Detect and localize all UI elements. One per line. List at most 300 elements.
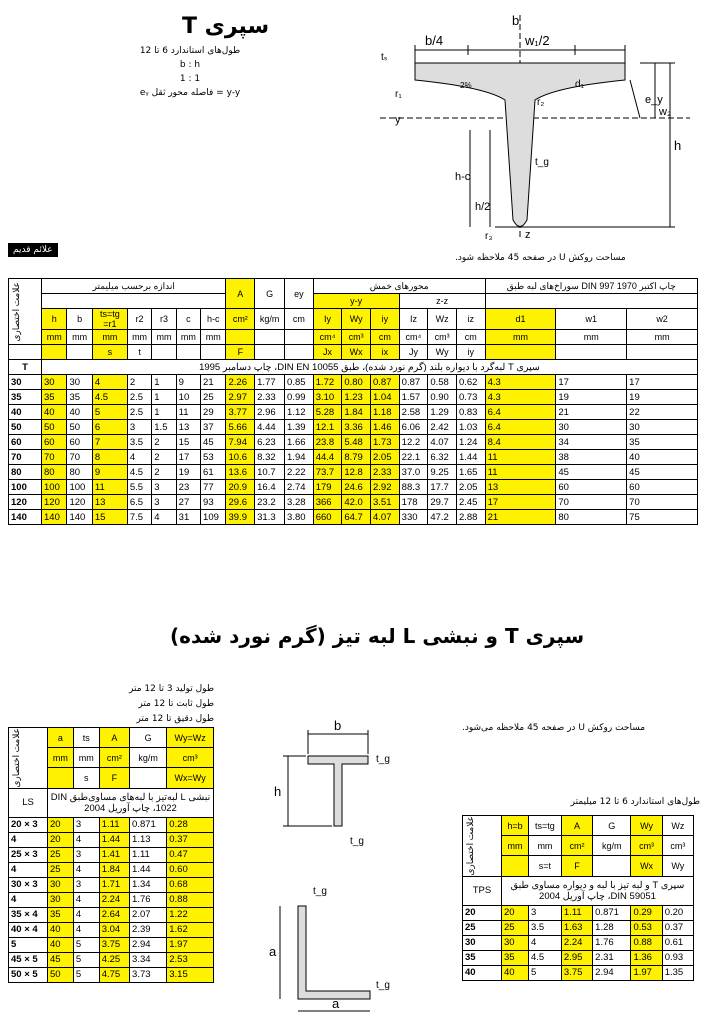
unit: cm (456, 330, 485, 345)
unit: kg/m (130, 748, 167, 768)
table-cell: 3.73 (130, 967, 167, 982)
table-cell: 17 (556, 375, 627, 390)
row-designation: 40 (9, 405, 42, 420)
table-cell: 0.20 (662, 905, 693, 920)
table-cell: 1.5 (152, 420, 176, 435)
table-cell: 1.72 (313, 375, 342, 390)
table-cell: 88.3 (399, 480, 428, 495)
table-cell: 1.57 (399, 390, 428, 405)
table-cell: 39.9 (226, 510, 255, 525)
table-row (9, 495, 698, 510)
table-cell: 30 (48, 877, 74, 892)
unit: mm (556, 330, 627, 345)
sym-c: c (176, 309, 200, 330)
group-desc: نبشی L لبه‌تیز با لبه‌های مساوی‌طبق DIN 1022، چاپ آوریل 2004 (48, 788, 214, 817)
table-cell: 2.58 (399, 405, 428, 420)
table-cell: 4 (152, 510, 176, 525)
table-cell: 2.88 (456, 510, 485, 525)
label-r1: r₁ (395, 89, 402, 100)
unit: mm (176, 330, 200, 345)
table-cell: 2.39 (130, 922, 167, 937)
table-cell: 1.24 (456, 435, 485, 450)
table-row (463, 935, 694, 950)
table-row (9, 405, 698, 420)
table-cell: 5 (73, 967, 99, 982)
row-designation: 60 (9, 435, 42, 450)
sym-Iz: Iz (399, 309, 428, 330)
old-sym: Jx (313, 345, 342, 360)
table-cell: 3.28 (285, 495, 314, 510)
table-cell: 4.5 (127, 465, 151, 480)
old-sym: Jy (399, 345, 428, 360)
table-cell: 3 (73, 847, 99, 862)
table-cell: 2 (127, 375, 151, 390)
label-h: h (674, 138, 682, 153)
table-cell: 1.23 (342, 390, 371, 405)
table-cell: 6.4 (485, 405, 556, 420)
table-cell: 2.5 (127, 405, 151, 420)
label-tg4: t_g (376, 980, 390, 991)
table-cell: 2.64 (99, 907, 129, 922)
table-cell: 21 (556, 405, 627, 420)
row-designation: 50 × 5 (9, 967, 48, 982)
info-line: طول‌های استاندارد 6 تا 12 (139, 46, 241, 56)
table-cell: 20 (502, 905, 529, 920)
table-cell: 4.3 (485, 390, 556, 405)
row-designation: 140 (9, 510, 42, 525)
table-row (9, 817, 214, 832)
table-cell: 50 (42, 420, 67, 435)
label-w2: w₂ (659, 106, 672, 118)
table-cell: 35 (42, 390, 67, 405)
unit: mm (485, 330, 556, 345)
table-cell: 17 (176, 450, 200, 465)
row-designation: 45 × 5 (9, 952, 48, 967)
table-cell: 4 (127, 450, 151, 465)
label-pct: 2% (460, 81, 472, 90)
axis-yy: y-y (313, 294, 399, 309)
table-cell: 366 (313, 495, 342, 510)
table-cell: 38 (556, 450, 627, 465)
table-cell: 1.12 (285, 405, 314, 420)
sym-hc: h-c (201, 309, 226, 330)
table-cell: 40 (48, 937, 74, 952)
table-cell: 3.75 (561, 965, 592, 980)
table-cell: 100 (67, 480, 92, 495)
unit: mm (127, 330, 151, 345)
table-cell: 1.03 (456, 420, 485, 435)
table-cell: 40 (48, 922, 74, 937)
table-cell: 1.97 (167, 937, 214, 952)
table-cell: 0.47 (167, 847, 214, 862)
tps-table (462, 815, 694, 981)
unit-ey: cm (285, 309, 314, 330)
table-cell: 40 (627, 450, 698, 465)
table-cell: 50 (67, 420, 92, 435)
unit: cm² (561, 836, 592, 856)
table-cell: 3.5 (127, 435, 151, 450)
row-designation: 4 (9, 892, 48, 907)
table-cell: 4.44 (255, 420, 285, 435)
label-tg: t_g (535, 157, 549, 168)
group-code: LS (9, 788, 48, 817)
row-designation: 40 (463, 965, 502, 980)
table-cell: 4.07 (371, 510, 400, 525)
table-cell: 1.63 (561, 920, 592, 935)
sym-d1: d1 (485, 309, 556, 330)
bending-axes-header: محورهای خمش (313, 279, 485, 294)
table-row (9, 832, 214, 847)
table-cell: 2.92 (371, 480, 400, 495)
unit: mm (92, 330, 127, 345)
group-desc: سپری T و لبه تیز با لبه و دیواره مساوی طبق DIN 59051، چاپ آوریل 2004 (502, 876, 694, 905)
unit: mm (152, 330, 176, 345)
table-cell: 2.24 (99, 892, 129, 907)
section2-note: مساحت روکش U در صفحه 45 ملاحظه می‌شود. (462, 723, 646, 733)
table-cell: 7.94 (226, 435, 255, 450)
table-cell: 6.06 (399, 420, 428, 435)
table-cell: 4.25 (99, 952, 129, 967)
old-sym: Wx (631, 856, 662, 876)
table-cell: 29.6 (226, 495, 255, 510)
table-cell: 8 (92, 450, 127, 465)
table-cell: 140 (67, 510, 92, 525)
table-cell: 2.33 (371, 465, 400, 480)
row-designation: 30 (9, 375, 42, 390)
table-cell: 23.2 (255, 495, 285, 510)
table-cell: 0.29 (631, 905, 662, 920)
unit: mm (627, 330, 698, 345)
table-cell: 1.11 (99, 817, 129, 832)
table-cell: 12.2 (399, 435, 428, 450)
table-cell: 0.871 (593, 905, 631, 920)
table-cell: 15 (92, 510, 127, 525)
label-y: y (395, 114, 401, 126)
table-cell: 3.5 (528, 920, 561, 935)
label-h: h (274, 784, 282, 799)
table-cell: 0.90 (428, 390, 457, 405)
table-cell: 29.7 (428, 495, 457, 510)
table-cell: 4 (528, 935, 561, 950)
table-cell: 3 (127, 420, 151, 435)
table-cell: 11 (485, 450, 556, 465)
table-cell: 3.75 (99, 937, 129, 952)
table-cell: 2.07 (130, 907, 167, 922)
old-sym: s (92, 345, 127, 360)
table-cell: 11 (485, 465, 556, 480)
label-a: a (269, 944, 277, 959)
table-row (9, 892, 214, 907)
table-row (9, 907, 214, 922)
group-desc: سپری T لبه‌گرد با دیواره بلند (گرم نورد شده)، طبق DIN EN 10055، چاپ دسامبر 1995 (42, 360, 698, 375)
old-sym: s=t (528, 856, 561, 876)
table-cell: 15 (176, 435, 200, 450)
table-cell: 0.88 (631, 935, 662, 950)
info-line: 1 : 1 (179, 74, 201, 84)
row-designation: 50 (9, 420, 42, 435)
table-cell: 35 (67, 390, 92, 405)
table-cell: 23 (176, 480, 200, 495)
table-cell: 3.15 (167, 967, 214, 982)
table-cell: 1.97 (631, 965, 662, 980)
table-cell: 120 (67, 495, 92, 510)
table-cell: 42.0 (342, 495, 371, 510)
group-code: TPS (463, 876, 502, 905)
sym-Wy: Wy (342, 309, 371, 330)
table-cell: 3.36 (342, 420, 371, 435)
table-row (9, 375, 698, 390)
table-cell: 1.66 (285, 435, 314, 450)
ls-table (8, 727, 214, 983)
table-cell: 3 (528, 905, 561, 920)
row-designation: 35 (463, 950, 502, 965)
unit: cm³ (662, 836, 693, 856)
table-cell: 12.8 (342, 465, 371, 480)
table-cell: 2 (152, 450, 176, 465)
table-row (9, 450, 698, 465)
sym: Wy (631, 816, 662, 836)
table-row (9, 877, 214, 892)
sym: ts=tg (528, 816, 561, 836)
table-cell: 35 (627, 435, 698, 450)
table-cell: 25 (48, 847, 74, 862)
label-z: z (525, 229, 531, 241)
table-cell: 0.88 (167, 892, 214, 907)
table-cell: 3.77 (226, 405, 255, 420)
unit-G: kg/m (255, 309, 285, 330)
table-cell: 1.13 (130, 832, 167, 847)
row-designation: 70 (9, 450, 42, 465)
unit: cm³ (342, 330, 371, 345)
unit: cm⁴ (399, 330, 428, 345)
table-cell: 1.28 (593, 920, 631, 935)
old-sym: ix (371, 345, 400, 360)
table-cell: 30 (502, 935, 529, 950)
designation-header: علامت اختصاری (463, 816, 502, 877)
t-section-table (8, 278, 698, 525)
table-cell: 6 (92, 420, 127, 435)
unit: cm² (99, 748, 129, 768)
table-cell: 37.0 (399, 465, 428, 480)
table-cell: 45 (627, 465, 698, 480)
table-cell: 5 (528, 965, 561, 980)
designation-header: علامت اختصاری (9, 279, 42, 345)
table-cell: 1 (152, 405, 176, 420)
info-line: y-y = فاصله محور ثقل eᵧ (139, 88, 241, 98)
label-d1: d₁ (575, 79, 584, 90)
table-cell: 4 (92, 375, 127, 390)
sym: A (561, 816, 592, 836)
table-cell: 0.68 (167, 877, 214, 892)
table-cell: 1.04 (371, 390, 400, 405)
table-cell: 17.7 (428, 480, 457, 495)
table-cell: 70 (556, 495, 627, 510)
table-row (9, 480, 698, 495)
table-row (9, 390, 698, 405)
table-cell: 2.33 (255, 390, 285, 405)
section2-title: سپری T و نبشی L لبه تیز (گرم نورد شده) (170, 624, 585, 648)
row-designation: 4 (9, 862, 48, 877)
table-cell: 70 (67, 450, 92, 465)
sym: Wz (662, 816, 693, 836)
table-row (9, 465, 698, 480)
table-cell: 1.35 (662, 965, 693, 980)
t-l-sharp-diagram (268, 716, 408, 1016)
label-r3: r₃ (485, 231, 493, 242)
sym-ey: ey (285, 279, 314, 309)
sym: G (593, 816, 631, 836)
sym: G (130, 728, 167, 748)
table-cell: 73.7 (313, 465, 342, 480)
old-sym: Wx=Wy (167, 768, 214, 788)
table-cell: 17 (485, 495, 556, 510)
table-cell: 2 (152, 465, 176, 480)
table-cell: 4.5 (92, 390, 127, 405)
table-cell: 6.4 (485, 420, 556, 435)
sym-b: b (67, 309, 92, 330)
table-cell: 0.87 (399, 375, 428, 390)
group-code: T (9, 360, 42, 375)
table-cell: 8.4 (485, 435, 556, 450)
table-cell: 25 (48, 862, 74, 877)
table-cell: 0.85 (285, 375, 314, 390)
sym: Wy=Wz (167, 728, 214, 748)
label-tf: tₛ (381, 52, 388, 63)
table-cell: 11 (92, 480, 127, 495)
table-cell: 1.41 (99, 847, 129, 862)
table-cell: 20.9 (226, 480, 255, 495)
table-cell: 93 (201, 495, 226, 510)
label-h2: h/2 (475, 201, 491, 213)
table-cell: 1.71 (99, 877, 129, 892)
table-cell: 109 (201, 510, 226, 525)
table-cell: 7.5 (127, 510, 151, 525)
table-cell: 1 (152, 390, 176, 405)
table-cell: 2.22 (285, 465, 314, 480)
table-cell: 5.66 (226, 420, 255, 435)
unit: mm (48, 748, 74, 768)
table-cell: 0.93 (662, 950, 693, 965)
table-cell: 2.94 (593, 965, 631, 980)
table-cell: 13 (92, 495, 127, 510)
table-cell: 5 (92, 405, 127, 420)
table-cell: 3.04 (99, 922, 129, 937)
table-row (9, 952, 214, 967)
table-cell: 13.6 (226, 465, 255, 480)
row-designation: 30 × 3 (9, 877, 48, 892)
table-cell: 1.73 (371, 435, 400, 450)
old-sym: Wx (342, 345, 371, 360)
table-cell: 17 (627, 375, 698, 390)
table-cell: 0.37 (167, 832, 214, 847)
table-cell: 1.34 (130, 877, 167, 892)
table-cell: 1.65 (456, 465, 485, 480)
unit: cm³ (631, 836, 662, 856)
table-cell: 2.95 (561, 950, 592, 965)
table-cell: 1.62 (167, 922, 214, 937)
table-cell: 4.5 (528, 950, 561, 965)
table-cell: 3 (152, 495, 176, 510)
row-designation: 25 × 3 (9, 847, 48, 862)
table-cell: 0.87 (371, 375, 400, 390)
old-sym: F (99, 768, 129, 788)
table-cell: 2.74 (285, 480, 314, 495)
table-cell: 6.5 (127, 495, 151, 510)
table-cell: 21 (201, 375, 226, 390)
table-cell: 0.60 (167, 862, 214, 877)
table-cell: 1.46 (371, 420, 400, 435)
t-section-diagram (375, 5, 695, 245)
row-designation: 30 (463, 935, 502, 950)
table-cell: 2.05 (371, 450, 400, 465)
table-cell: 7 (92, 435, 127, 450)
table-cell: 6.23 (255, 435, 285, 450)
table-cell: 34 (556, 435, 627, 450)
table-cell: 20 (48, 817, 74, 832)
table-cell: 0.58 (428, 375, 457, 390)
table-cell: 9 (176, 375, 200, 390)
unit: mm (201, 330, 226, 345)
table-cell: 0.80 (342, 375, 371, 390)
table-cell: 30 (48, 892, 74, 907)
label-b: b (512, 13, 520, 28)
table-cell: 70 (42, 450, 67, 465)
table-cell: 22.1 (399, 450, 428, 465)
table-cell: 0.73 (456, 390, 485, 405)
sym-A: A (226, 279, 255, 309)
table-cell: 47.2 (428, 510, 457, 525)
sym: a (48, 728, 74, 748)
table-row (9, 847, 214, 862)
table-cell: 330 (399, 510, 428, 525)
table-cell: 2.53 (167, 952, 214, 967)
table-row (9, 967, 214, 982)
table-cell: 1.76 (593, 935, 631, 950)
unit: cm (371, 330, 400, 345)
table-cell: 178 (399, 495, 428, 510)
table-cell: 3.34 (130, 952, 167, 967)
table-cell: 31.3 (255, 510, 285, 525)
label-r2: r₂ (537, 97, 545, 108)
table-cell: 70 (627, 495, 698, 510)
table-cell: 22 (627, 405, 698, 420)
table-cell: 35 (502, 950, 529, 965)
table-cell: 2.96 (255, 405, 285, 420)
table-cell: 4.75 (99, 967, 129, 982)
table-cell: 1.84 (99, 862, 129, 877)
table-cell: 1.94 (285, 450, 314, 465)
table-cell: 0.871 (130, 817, 167, 832)
table-cell: 0.28 (167, 817, 214, 832)
table-cell: 25 (502, 920, 529, 935)
table-cell: 60 (556, 480, 627, 495)
table-cell: 0.61 (662, 935, 693, 950)
table-cell: 80 (556, 510, 627, 525)
table-cell: 5.5 (127, 480, 151, 495)
sym-iz: iz (456, 309, 485, 330)
table-cell: 45 (556, 465, 627, 480)
label-ey: e_y (645, 94, 663, 106)
table-row (9, 510, 698, 525)
old-sym: F (226, 345, 255, 360)
old-sym: t (127, 345, 151, 360)
table-cell: 660 (313, 510, 342, 525)
sym-w2: w2 (627, 309, 698, 330)
label-tg: t_g (376, 754, 390, 765)
table-cell: 1.44 (456, 450, 485, 465)
sym-w1: w1 (556, 309, 627, 330)
table-cell: 30 (627, 420, 698, 435)
